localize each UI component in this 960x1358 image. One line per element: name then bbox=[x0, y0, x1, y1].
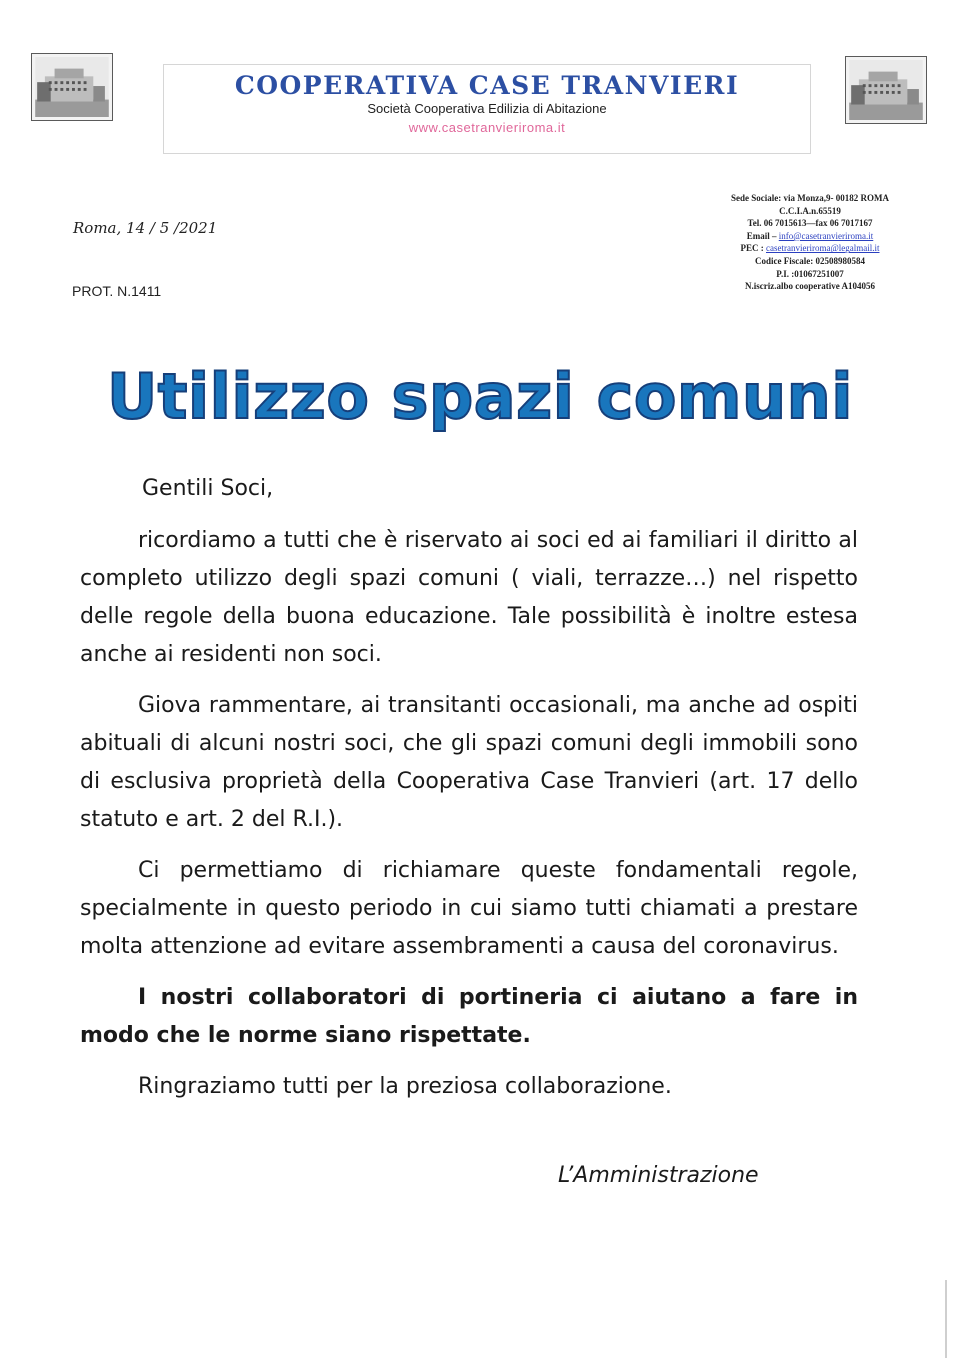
letter-date: Roma, 14 / 5 /2021 bbox=[73, 219, 218, 237]
paragraph-4-bold: I nostri collaboratori di portineria ci aiutano a fare in modo che le norme siano rispettate. bbox=[80, 985, 858, 1048]
paragraph-3: Ci permettiamo di richiamare queste fondamentali regole, specialmente in questo periodo in cui siamo tutti chiamati a prestare molta attenzione ad evitare assembramenti a causa del coronavirus. bbox=[80, 858, 858, 959]
paragraph-2: Giova rammentare, ai transitanti occasionali, ma anche ad ospiti abituali di alcuni nostri soci, che gli spazi comuni degli immobili sono di esclusiva proprietà della Cooperativa Case Tranvieri (art. 17 dello statuto e art. 2 del R.I.). bbox=[80, 693, 858, 832]
contact-sede: Sede Sociale: via Monza,9- 00182 ROMA bbox=[731, 193, 889, 203]
building-photo-logo-right bbox=[845, 56, 927, 124]
document-title: Utilizzo spazi comuni bbox=[106, 360, 854, 433]
email-label: Email – bbox=[746, 230, 779, 241]
contact-pec-line bbox=[700, 242, 920, 255]
scan-edge-line bbox=[945, 1280, 947, 1358]
signature: L’Amministrazione bbox=[558, 1163, 759, 1188]
contact-block bbox=[700, 192, 920, 293]
building-icon bbox=[35, 57, 109, 117]
paragraph-1: ricordiamo a tutti che è riservato ai soci ed ai familiari il diritto al completo utilizzo degli spazi comuni ( viali, terrazze…) nel rispetto delle regole della buona educazione. Tale possibilità è inoltre estesa anche ai residenti non soci. bbox=[80, 528, 858, 667]
cooperative-subtitle: Società Cooperativa Edilizia di Abitazione bbox=[367, 101, 607, 116]
contact-cf: Codice Fiscale: 02508980584 bbox=[755, 255, 865, 266]
contact-cciaa: C.C.I.A.n.65519 bbox=[779, 205, 841, 216]
cooperative-website: www.casetranvieriroma.it bbox=[408, 120, 566, 135]
greeting: Gentili Soci, bbox=[142, 476, 274, 501]
letterhead bbox=[163, 64, 811, 154]
paragraph-5: Ringraziamo tutti per la preziosa collaborazione. bbox=[138, 1074, 672, 1099]
building-icon bbox=[849, 60, 923, 120]
protocol-number: PROT. N.1411 bbox=[72, 283, 162, 299]
pec-link[interactable]: casetranvieriroma@legalmail.it bbox=[766, 243, 880, 254]
contact-albo: N.iscriz.albo cooperative A104056 bbox=[745, 281, 875, 292]
building-photo-logo bbox=[31, 53, 113, 121]
contact-email-line bbox=[700, 230, 920, 243]
contact-tel: Tel. 06 7015613—fax 06 7017167 bbox=[747, 218, 873, 229]
letter-body bbox=[80, 470, 858, 1119]
email-link[interactable]: info@casetranvieriroma.it bbox=[778, 230, 874, 241]
contact-pi: P.I. :01067251007 bbox=[776, 268, 844, 279]
cooperative-name: COOPERATIVA CASE TRANVIERI bbox=[234, 71, 740, 100]
pec-label: PEC : bbox=[740, 243, 766, 254]
